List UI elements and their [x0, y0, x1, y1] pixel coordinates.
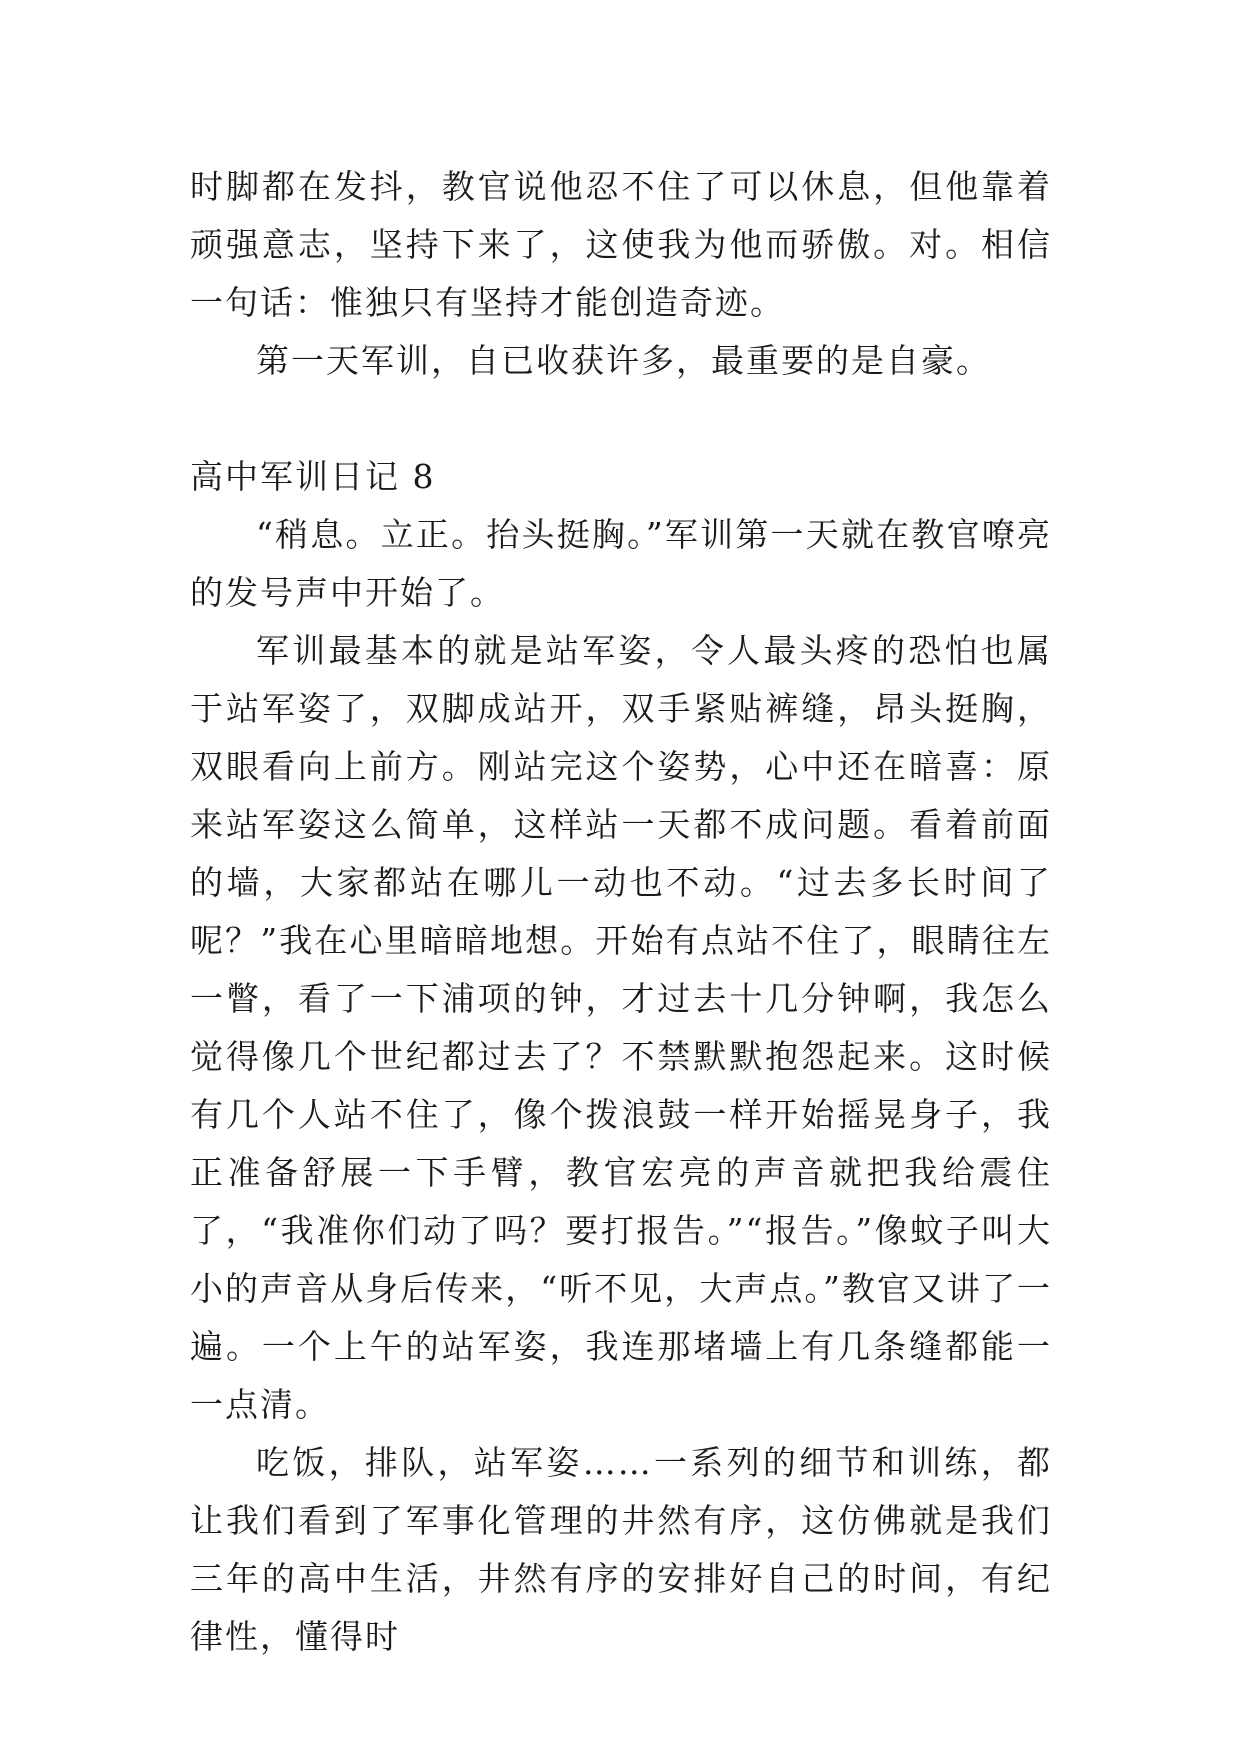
blank-line	[190, 390, 1052, 448]
document-body	[190, 158, 1052, 1666]
section-title: 高中军训日记 8	[190, 457, 436, 496]
paragraph: 军训最基本的就是站军姿，令人最头疼的恐怕也属于站军姿了，双脚成站开，双手紧贴裤缝，昂头挺胸，双眼看向上前方。刚站完这个姿势，心中还在暗喜：原来站军姿这么简单，这样站一天都不成问题。看着前面的墙，大家都站在哪儿一动也不动。“过去多长时间了呢？”我在心里暗暗地想。开始有点站不住了，眼睛往左一瞥，看了一下浦项的钟，才过去十几分钟啊，我怎么觉得像几个世纪都过去了？不禁默默抱怨起来。这时候有几个人站不住了，像个拨浪鼓一样开始摇晃身子，我正准备舒展一下手臂，教官宏亮的声音就把我给震住了，“我准你们动了吗？要打报告。”“报告。”像蚊子叫大小的声音从身后传来，“听不见，大声点。”教官又讲了一遍。一个上午的站军姿，我连那堵墙上有几条缝都能一一点清。	[190, 631, 1052, 1424]
paragraph: “稍息。立正。抬头挺胸。”军训第一天就在教官嘹亮的发号声中开始了。	[190, 515, 1052, 612]
paragraph: 吃饭，排队，站军姿……一系列的细节和训练，都让我们看到了军事化管理的井然有序，这仿佛就是我们三年的高中生活，井然有序的安排好自己的时间，有纪律性，懂得时	[190, 1443, 1052, 1656]
paragraph: 第一天军训，自已收获许多，最重要的是自豪。	[256, 341, 991, 380]
continued-paragraph: 时脚都在发抖，教官说他忍不住了可以休息，但他靠着顽强意志，坚持下来了，这使我为他而骄傲。对。相信一句话：惟独只有坚持才能创造奇迹。	[190, 167, 1052, 322]
